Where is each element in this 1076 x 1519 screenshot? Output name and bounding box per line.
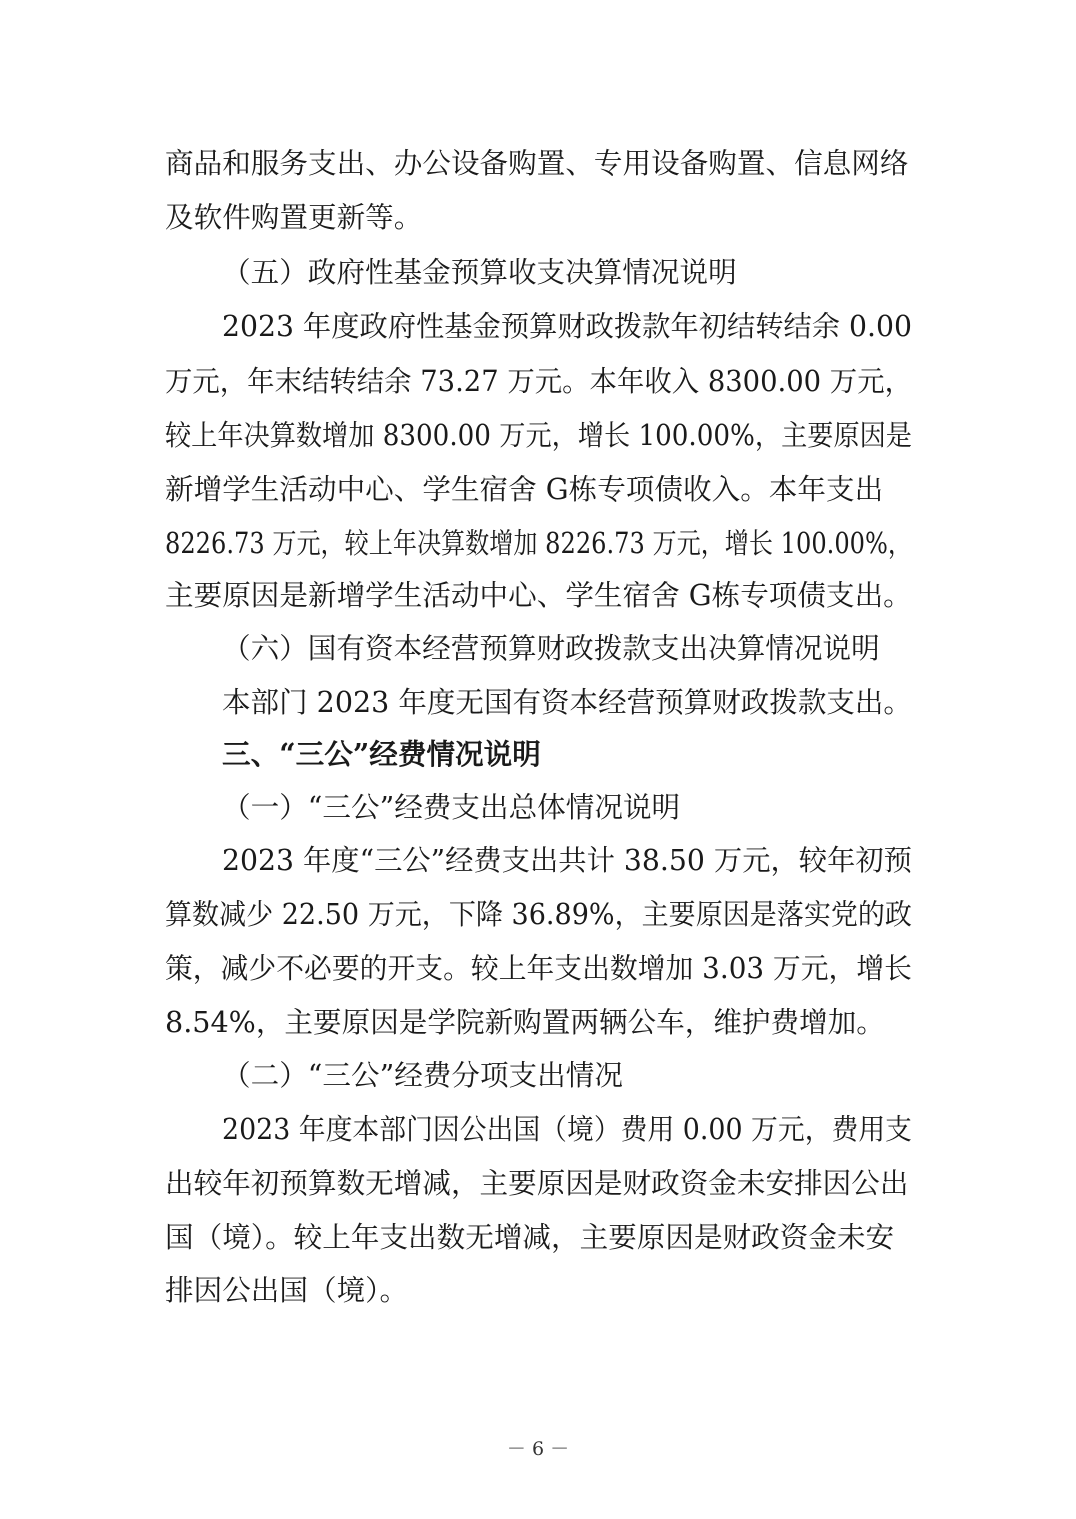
paragraph-line-11: 算数减少 22.50 万元，下降 36.89%，主要原因是落实党的政 bbox=[165, 897, 912, 931]
section-heading-6: （六）国有资本经营预算财政拨款支出决算情况说明 bbox=[222, 631, 880, 665]
paragraph-line-8: 主要原因是新增学生活动中心、学生宿舍 G栋专项债支出。 bbox=[165, 578, 912, 612]
page-number: － 6 － bbox=[506, 1438, 570, 1460]
paragraph-line-3: 2023 年度政府性基金预算财政拨款年初结转结余 0.00 bbox=[222, 309, 913, 343]
paragraph-line-15: 出较年初预算数无增减，主要原因是财政资金未安排因公出 bbox=[165, 1166, 909, 1200]
paragraph-line-7: 8226.73 万元，较上年决算数增加 8226.73 万元，增长 100.00%， bbox=[165, 526, 913, 560]
paragraph-line-12: 策，减少不必要的开支。较上年支出数增加 3.03 万元，增长 bbox=[165, 951, 912, 985]
section-heading-3-1: （一）“三公”经费支出总体情况说明 bbox=[222, 790, 681, 824]
paragraph-line-16: 国（境）。较上年支出数无增减，主要原因是财政资金未安 bbox=[165, 1220, 895, 1254]
paragraph-line-17: 排因公出国（境）。 bbox=[165, 1273, 409, 1307]
paragraph-line-9: 本部门 2023 年度无国有资本经营预算财政拨款支出。 bbox=[222, 685, 912, 719]
paragraph-line-13: 8.54%，主要原因是学院新购置两辆公车，维护费增加。 bbox=[165, 1005, 885, 1039]
section-heading-5: （五）政府性基金预算收支决算情况说明 bbox=[222, 255, 737, 289]
paragraph-line-5: 较上年决算数增加 8300.00 万元，增长 100.00%，主要原因是 bbox=[165, 418, 912, 452]
paragraph-line-6: 新增学生活动中心、学生宿舍 G栋专项债收入。本年支出 bbox=[165, 472, 884, 506]
paragraph-line-14: 2023 年度本部门因公出国（境）费用 0.00 万元，费用支 bbox=[222, 1112, 912, 1146]
paragraph-line-2: 及软件购置更新等。 bbox=[165, 200, 423, 234]
paragraph-line-1: 商品和服务支出、办公设备购置、专用设备购置、信息网络 bbox=[165, 146, 909, 180]
paragraph-line-10: 2023 年度“三公”经费支出共计 38.50 万元，较年初预 bbox=[222, 843, 912, 877]
section-heading-3-2: （二）“三公”经费分项支出情况 bbox=[222, 1058, 623, 1092]
chapter-heading-3: 三、“三公”经费情况说明 bbox=[222, 737, 541, 771]
paragraph-line-4: 万元，年末结转结余 73.27 万元。本年收入 8300.00 万元， bbox=[165, 364, 913, 398]
